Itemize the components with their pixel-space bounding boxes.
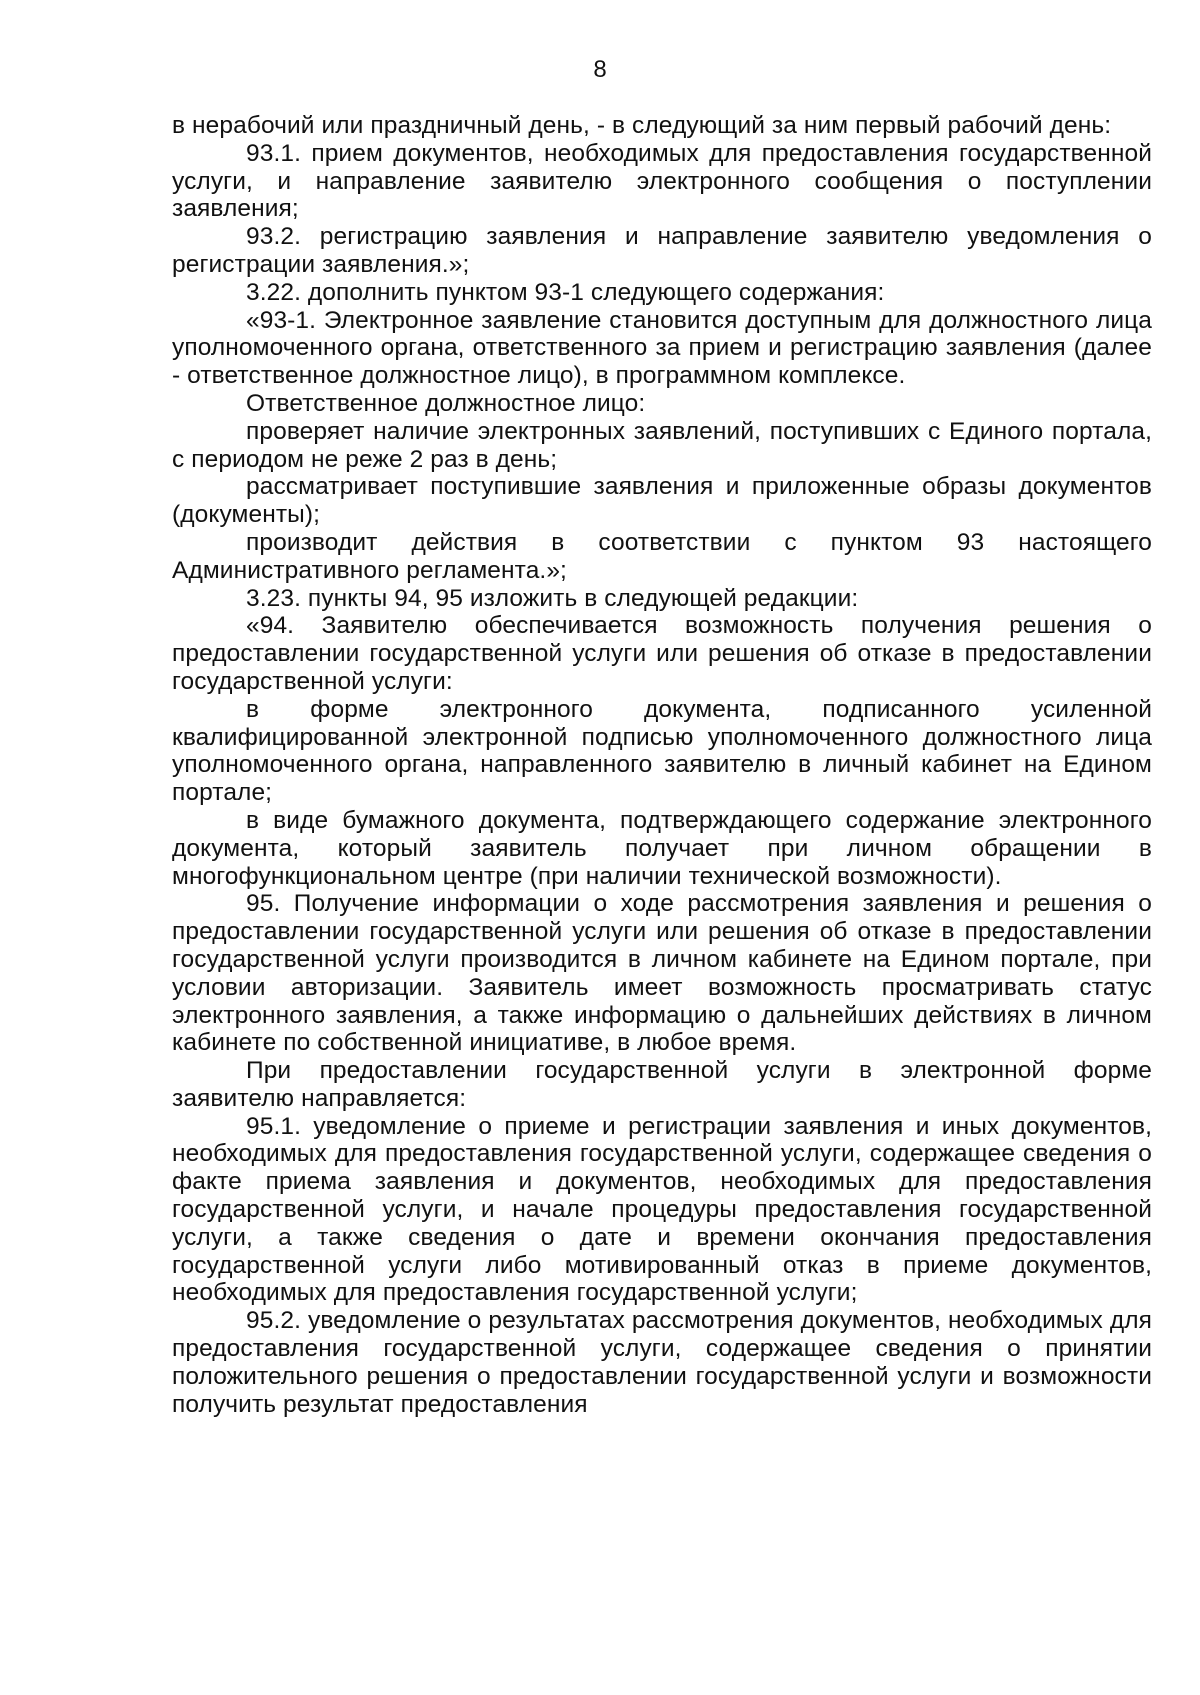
paragraph-3-22: 3.22. дополнить пунктом 93-1 следующего содержания: <box>246 278 885 306</box>
document-body <box>172 112 1152 1418</box>
paragraph-93-1: 93.1. прием документов, необходимых для предоставления государственной услуги, и направление заявителю электронного сообщения о поступлении заявления; <box>172 139 1152 223</box>
paragraph-94: «94. Заявителю обеспечивается возможность получения решения о предоставлении государственной услуги или решения об отказе в предоставлении государственной услуги: <box>172 612 1152 695</box>
paragraph-responsible-official: Ответственное должностное лицо: <box>246 389 646 417</box>
paragraph-93-1-new: «93-1. Электронное заявление становится доступным для должностного лица уполномоченного органа, ответственного за прием и регистрацию заявления (далее - ответственное должностное лицо), в программном комплексе. <box>172 306 1152 390</box>
paragraph-electronic-document: в форме электронного документа, подписанного усиленной квалифицированной электронной подписью уполномоченного должностного лица уполномоченного органа, направленного заявителю в личный кабинет на Едином портале; <box>172 695 1152 807</box>
paragraph-95: 95. Получение информации о ходе рассмотрения заявления и решения о предоставлении государственной услуги или решения об отказе в предоставлении государственной услуги производится в личном кабинете на Едином портале, при условии авторизации. Заявитель имеет возможность просматривать статус электронного заявления, а также информацию о дальнейших действиях в личном кабинете по собственной инициативе, в любое время. <box>172 890 1152 1057</box>
paragraph-performs-actions: производит действия в соответствии с пунктом 93 настоящего Административного регламента.»; <box>172 528 1152 584</box>
paragraph-reviews-applications: рассматривает поступившие заявления и приложенные образы документов (документы); <box>172 473 1152 529</box>
paragraph-paper-document: в виде бумажного документа, подтверждающего содержание электронного документа, который заявитель получает при личном обращении в многофункциональном центре (при наличии технической возможности). <box>172 806 1152 890</box>
paragraph-electronic-form: При предоставлении государственной услуги в электронной форме заявителю направляется: <box>172 1057 1152 1112</box>
paragraph-95-1: 95.1. уведомление о приеме и регистрации заявления и иных документов, необходимых для предоставления государственной услуги, содержащее сведения о факте приема заявления и документов, необходимых для предоставления государственной услуги, и начале процедуры предоставления государственной услуги, а также сведения о дате и времени окончания предоставления государственной услуги либо мотивированный отказ в приеме документов, необходимых для предоставления государственной услуги; <box>172 1112 1152 1307</box>
paragraph-continuation: в нерабочий или праздничный день, - в следующий за ним первый рабочий день: <box>172 112 1112 139</box>
paragraph-95-2: 95.2. уведомление о результатах рассмотрения документов, необходимых для предоставления государственной услуги, содержащее сведения о принятии положительного решения о предоставлении государственной услуги и возможности получить результат предоставления <box>172 1307 1152 1418</box>
paragraph-3-23: 3.23. пункты 94, 95 изложить в следующей редакции: <box>246 584 859 612</box>
page-number: 8 <box>593 56 607 83</box>
paragraph-93-2: 93.2. регистрацию заявления и направление заявителю уведомления о регистрации заявления.»; <box>172 223 1152 278</box>
paragraph-checks-applications: проверяет наличие электронных заявлений, поступивших с Единого портала, с периодом не реже 2 раз в день; <box>172 417 1152 473</box>
